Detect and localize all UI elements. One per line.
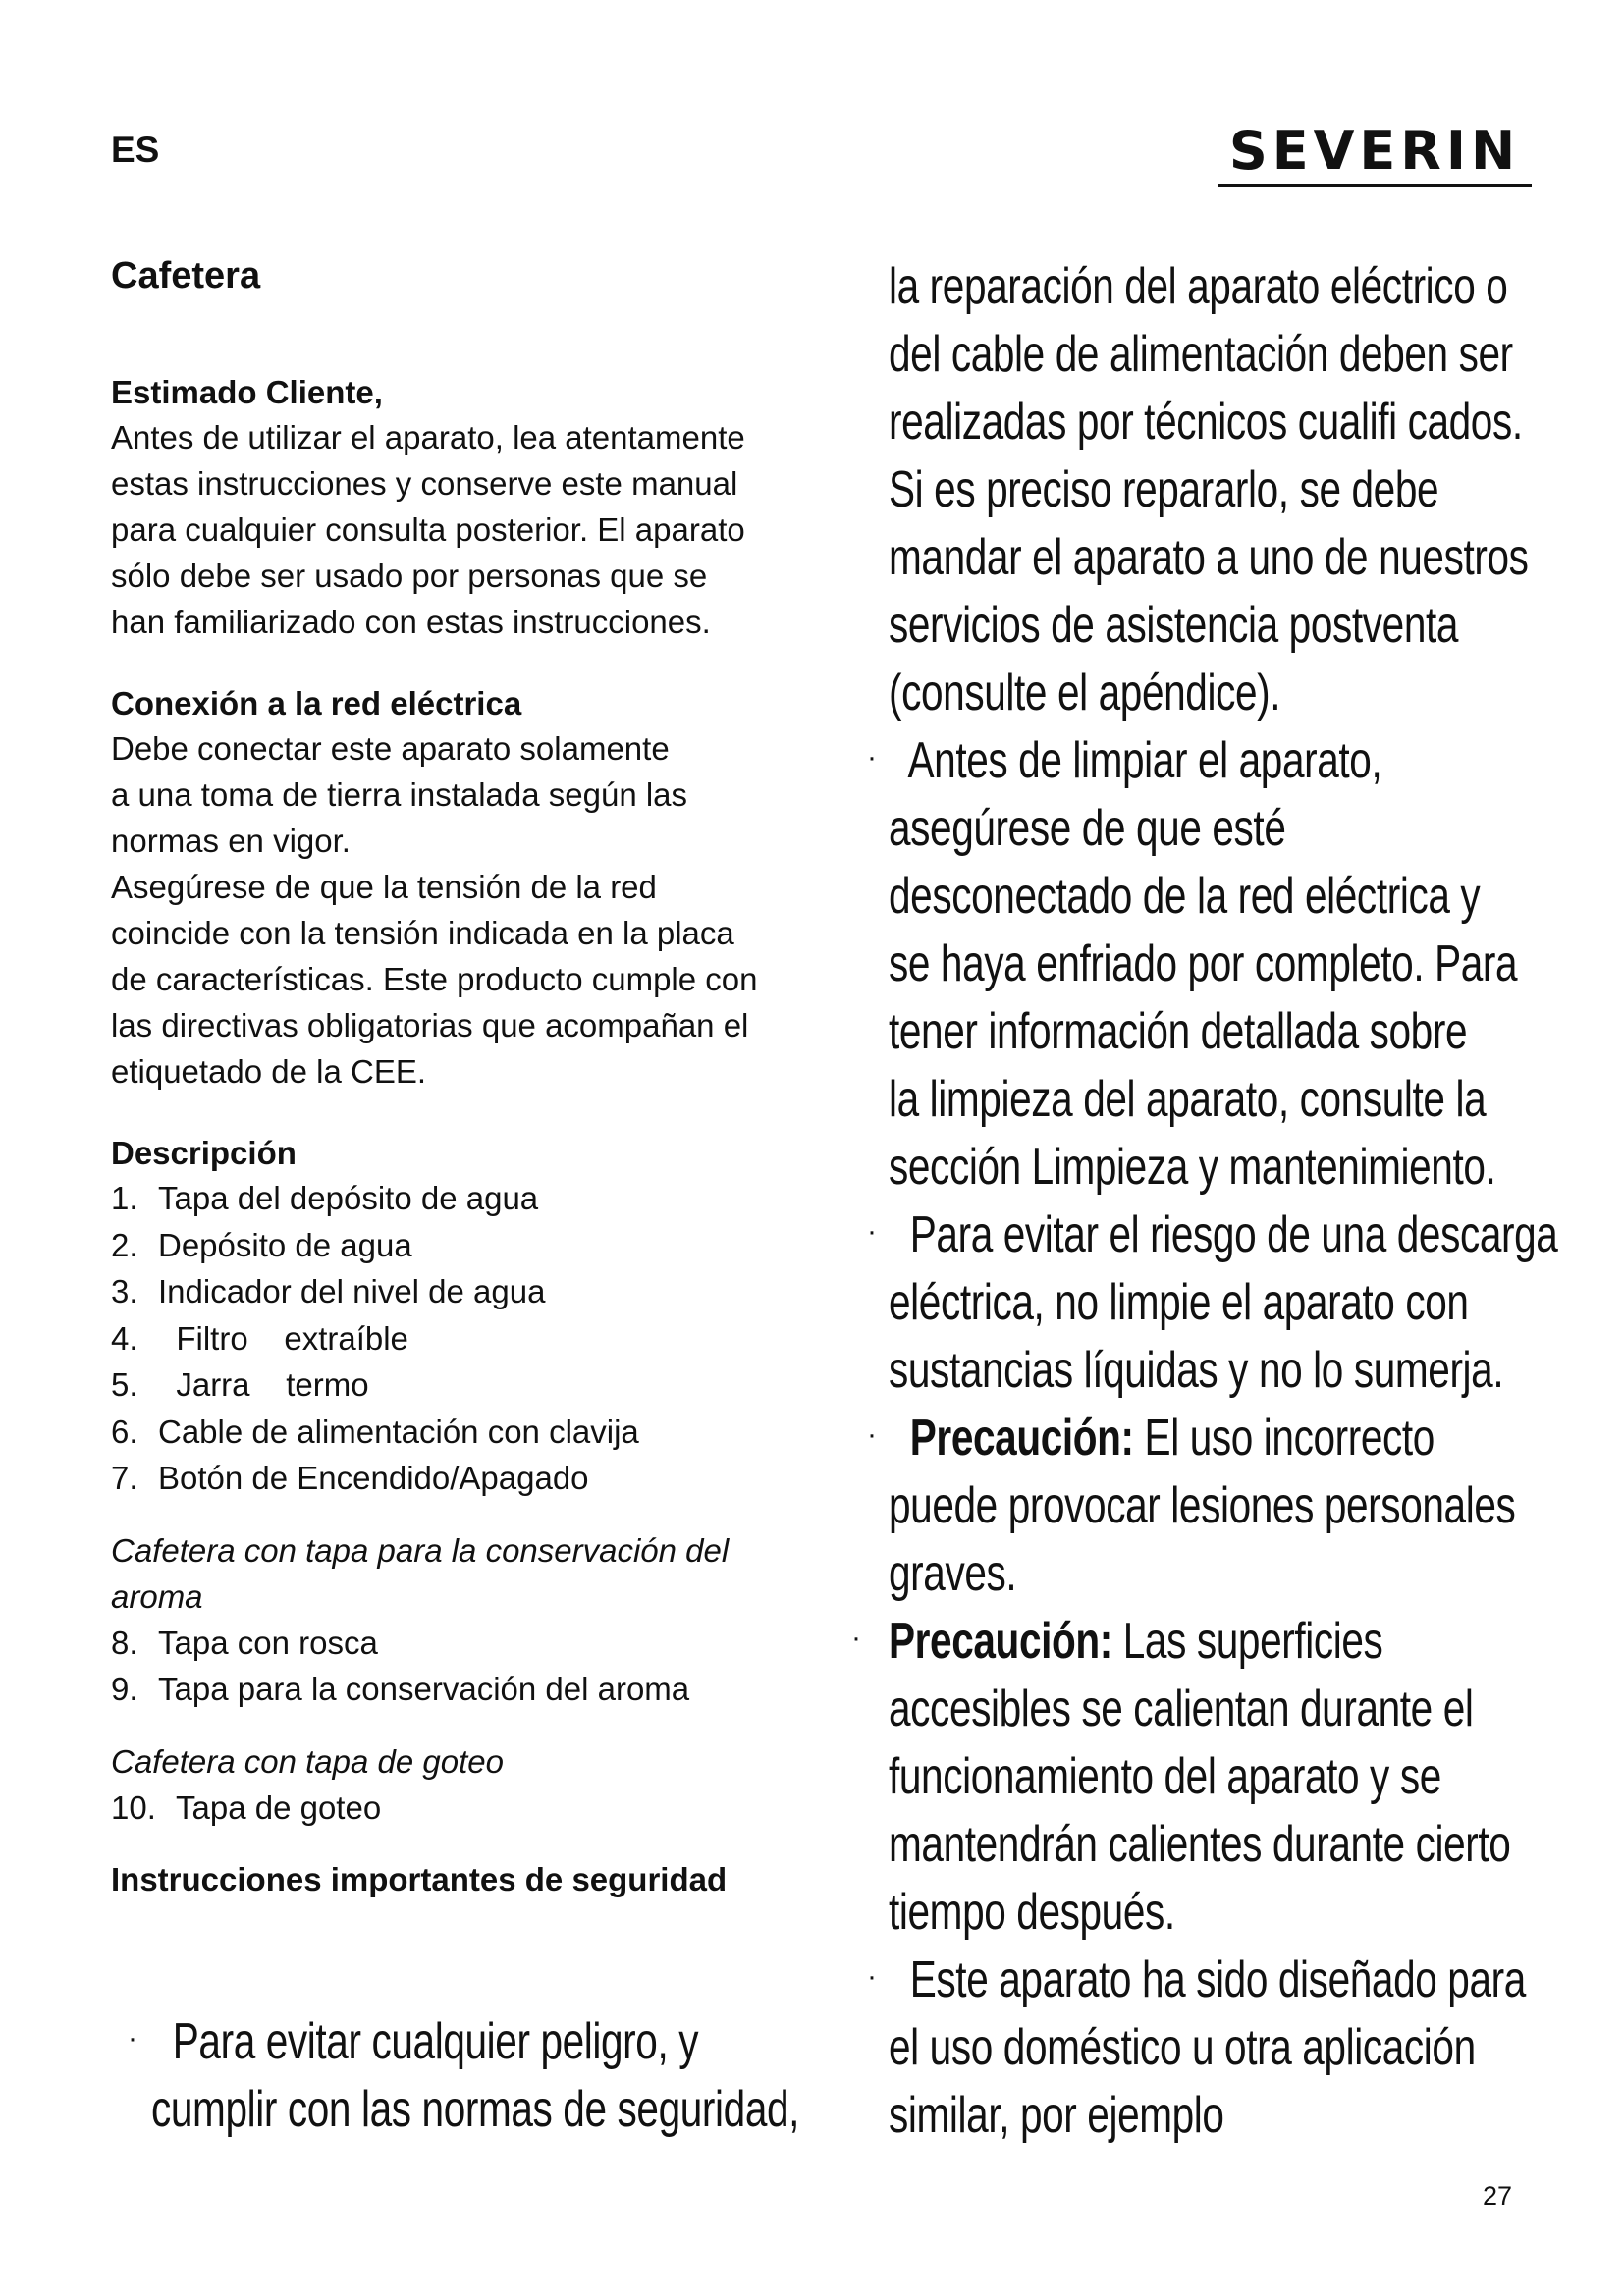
description-heading: Descripción: [111, 1135, 297, 1171]
safety-bullet-caution-injury: [867, 1405, 1624, 1608]
item-number: 8.: [111, 1624, 138, 1661]
caution-continuation: accesibles se calientan durante el funcionamiento del aparato y se mantendrán calientes durante cierto tiempo después.: [889, 1681, 1511, 1941]
right-column: [851, 253, 1624, 2150]
safety-bullet-caution-hot: [851, 1608, 1624, 1947]
bullet-text: Para evitar el riesgo de una descarga eléctrica, no limpie el aparato con sustancias líquidas y no lo sumerja.: [889, 1206, 1558, 1399]
list-item: [111, 1268, 818, 1315]
customer-heading: Estimado Cliente,: [111, 374, 383, 410]
caution-line: [889, 1405, 1557, 1472]
bullet-text: Antes de limpiar el aparato, asegúrese de que esté desconectado de la red eléctrica y se haya enfriado por completo. Para tener información detallada sobre la limpieza del aparato, consulte la sección Limpieza y mantenimiento.: [889, 732, 1518, 1196]
item-text: Jarra termo: [158, 1366, 369, 1403]
brand-name: SEVERIN: [1228, 120, 1521, 182]
list-item: [111, 1175, 818, 1222]
caution-text: El uso incorrecto: [1133, 1410, 1435, 1467]
item-text: Tapa para la conservación del aroma: [158, 1671, 690, 1707]
bullet-mark: ·: [867, 1960, 877, 1993]
item-text: Botón de Encendido/Apagado: [158, 1460, 589, 1496]
connection-heading: Conexión a la red eléctrica: [111, 685, 522, 721]
item-number: 6.: [111, 1413, 138, 1450]
document-title: Cafetera: [111, 255, 261, 296]
repair-text: la reparación del aparato eléctrico o del cable de alimentación deben ser realizadas por técnicos cualifi cados. Si es preciso repararlo, se debe mandar el aparato a uno de nuestros servicios de asistencia postventa (consulte el apéndice).: [889, 258, 1529, 721]
item-number: 9.: [111, 1671, 138, 1707]
list-item: [111, 1455, 818, 1502]
item-number: 10.: [111, 1789, 156, 1826]
item-number: 5.: [111, 1366, 138, 1403]
description-list: [111, 1175, 818, 1502]
safety-bullet-shock: [867, 1201, 1624, 1405]
brand-logo: [1218, 120, 1532, 187]
item-number: 7.: [111, 1460, 138, 1496]
bullet-mark: ·: [851, 1622, 861, 1654]
aroma-list: [111, 1620, 818, 1713]
item-number: 2.: [111, 1226, 138, 1263]
item-text: Tapa del depósito de agua: [158, 1180, 539, 1216]
language-code: ES: [111, 130, 160, 170]
item-number: 3.: [111, 1273, 138, 1309]
connection-text: Debe conectar este aparato solamente a una toma de tierra instalada según las normas en vigor. Asegúrese de que la tensión de la red coincide con la tensión indicada en la placa de características. Este producto cumple con las directivas obligatorias que acompañan el etiquetado de la CEE.: [111, 730, 758, 1090]
bullet-mark: ·: [867, 741, 877, 774]
customer-text: Antes de utilizar el aparato, lea atentamente estas instrucciones y conserve este manual para cualquier consulta posterior. El aparato sólo debe ser usado por personas que se han familiarizado con estas instrucciones.: [111, 419, 745, 640]
list-item: [111, 1785, 818, 1832]
list-item: [111, 1315, 818, 1362]
caution-continuation: puede provocar lesiones personales graves.: [889, 1477, 1516, 1602]
list-item: [111, 1620, 818, 1667]
list-item: [111, 1666, 818, 1713]
brand-underline: [1218, 184, 1532, 187]
bullet-text: Para evitar cualquier peligro, y cumplir con las normas de seguridad,: [151, 2013, 800, 2138]
bullet-mark: ·: [867, 1215, 877, 1248]
safety-bullet-domestic: [867, 1947, 1624, 2150]
left-column: [111, 251, 818, 1901]
aroma-subheading: Cafetera con tapa para la conservación del aroma: [111, 1531, 730, 1615]
item-number: 4.: [111, 1319, 138, 1357]
drip-subheading: Cafetera con tapa de goteo: [111, 1742, 504, 1780]
page-number: 27: [1483, 2181, 1513, 2211]
drip-list: [111, 1785, 818, 1832]
item-number: 1.: [111, 1180, 138, 1216]
caution-label: Precaución:: [889, 1613, 1112, 1670]
safety-heading: Instrucciones importantes de seguridad: [111, 1861, 728, 1897]
item-text: Indicador del nivel de agua: [158, 1273, 546, 1309]
caution-text: Las superficies: [1111, 1613, 1383, 1670]
caution-line: [889, 1608, 1557, 1676]
bullet-mark: ·: [867, 1418, 877, 1451]
item-text: Tapa de goteo: [176, 1789, 382, 1826]
safety-bullet-cleaning: [867, 727, 1624, 1201]
item-text: Tapa con rosca: [158, 1624, 378, 1661]
item-text: Cable de alimentación con clavija: [158, 1413, 639, 1450]
list-item: [111, 1409, 818, 1456]
bullet-text: Este aparato ha sido diseñado para el uso doméstico u otra aplicación similar, por ejemplo: [889, 1951, 1526, 2144]
bullet-mark: ·: [128, 2022, 137, 2055]
caution-label: Precaución:: [909, 1410, 1134, 1467]
list-item: [111, 1222, 818, 1269]
item-text: Depósito de agua: [158, 1226, 412, 1263]
item-text: Filtro extraíble: [158, 1319, 408, 1357]
list-item: [111, 1362, 818, 1409]
